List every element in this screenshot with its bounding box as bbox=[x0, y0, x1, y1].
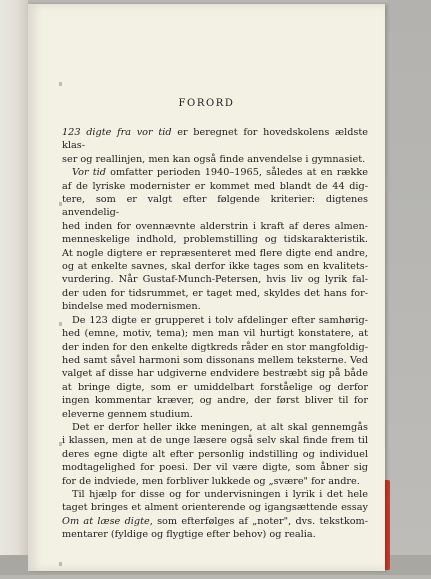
text-run: At nogle digtere er repræsenteret med flere digte end andre, bbox=[62, 247, 368, 259]
paragraph-3 bbox=[62, 314, 368, 421]
text-run: taget bringes et alment orienterende og igangsættende essay bbox=[62, 502, 368, 514]
backdrop-left bbox=[0, 0, 28, 575]
text-run: Det er derfor heller ikke meningen, at alt skal gennemgås bbox=[72, 421, 368, 433]
text-run: De 123 digte er grupperet i tolv afdelinger efter samhørig- bbox=[72, 314, 368, 326]
text-run: tere, som er valgt efter følgende kriterier: digtenes anvendelig- bbox=[62, 194, 368, 219]
text-line bbox=[62, 314, 368, 327]
text-run: vurdering. Når Gustaf-Munch-Petersen, hvis liv og lyrik fal- bbox=[62, 274, 368, 286]
text-run: hed inden for ovennævnte alderstrin i kraft af deres almen- bbox=[62, 220, 368, 232]
text-line bbox=[62, 153, 368, 166]
text-line bbox=[62, 220, 368, 233]
text-line bbox=[62, 233, 368, 246]
text-run: Til hjælp for disse og for undervisningen i lyrik i det hele bbox=[72, 488, 368, 500]
text-run: valget af disse har udgiverne endvidere bestræbt sig på både bbox=[62, 368, 368, 380]
italic-title: Om at læse digte bbox=[62, 515, 150, 527]
text-run: der inden for den enkelte digtkreds råder en stor mangfoldig- bbox=[62, 341, 368, 353]
text-line bbox=[62, 488, 368, 501]
text-line bbox=[62, 287, 368, 300]
text-run: , som efterfølges af „noter", dvs. tekstkom- bbox=[149, 515, 368, 527]
italic-title: Vor tid bbox=[72, 167, 106, 179]
text-line bbox=[62, 260, 368, 273]
text-run: eleverne gennem studium. bbox=[62, 408, 193, 420]
text-line bbox=[62, 327, 368, 340]
text-line bbox=[62, 501, 368, 514]
text-line bbox=[62, 408, 368, 421]
text-line bbox=[62, 434, 368, 447]
text-line bbox=[62, 367, 368, 380]
foreword-text bbox=[62, 126, 368, 542]
text-line bbox=[62, 448, 368, 461]
text-run: hed (emne, motiv, tema); men man vil hurtigt konstatere, at bbox=[62, 328, 368, 340]
text-run: at bringe digte, som er umiddelbart forståelige og derfor bbox=[62, 381, 368, 393]
paragraph-1 bbox=[62, 126, 368, 166]
text-run: og at enkelte savnes, skal derfor ikke tages som en kvalitets- bbox=[62, 261, 368, 273]
paragraph-4 bbox=[62, 421, 368, 488]
text-run: ser og reallinjen, men kan også finde anvendelse i gymnasiet. bbox=[62, 153, 366, 165]
text-line bbox=[62, 461, 368, 474]
page-heading: FORORD bbox=[178, 98, 235, 109]
text-line bbox=[62, 394, 368, 407]
text-run: er beregnet for hovedskolens ældste klas- bbox=[62, 127, 368, 152]
text-line bbox=[62, 273, 368, 286]
text-line bbox=[62, 247, 368, 260]
text-run: omfatter perioden 1940–1965, således at en række bbox=[105, 167, 368, 179]
text-line bbox=[62, 354, 368, 367]
paragraph-5 bbox=[62, 488, 368, 542]
text-run: ingen kommentar kræver, og andre, der først bliver til for bbox=[62, 395, 368, 407]
text-run: i klassen, men at de unge læsere også selv skal finde frem til bbox=[62, 435, 368, 447]
text-line bbox=[62, 515, 368, 528]
italic-title: 123 digte fra vor tid bbox=[62, 127, 172, 138]
backdrop-right bbox=[387, 0, 431, 575]
text-run: mentarer (fyldige og flygtige efter behov) og realia. bbox=[62, 529, 316, 541]
paragraph-2 bbox=[62, 166, 368, 313]
text-line bbox=[62, 421, 368, 434]
text-run: bindelse med modernismen. bbox=[62, 301, 201, 313]
text-line bbox=[62, 166, 368, 179]
text-run: af de lyriske modernister er kommet med blandt de 44 dig- bbox=[62, 180, 368, 192]
text-line bbox=[62, 381, 368, 394]
text-line bbox=[62, 528, 368, 541]
text-line bbox=[62, 300, 368, 313]
text-line bbox=[62, 193, 368, 220]
text-run: hed samt såvel harmoni som dissonans mellem teksterne. Ved bbox=[62, 354, 368, 366]
text-run: deres egne digte alt efter personlig indstilling og individuel bbox=[62, 448, 368, 460]
text-run: der uden for tidsrummet, er taget med, skyldes det hans for- bbox=[62, 287, 368, 299]
text-run: modtagelighed for poesi. Der vil være digte, som åbner sig bbox=[62, 462, 368, 474]
text-line bbox=[62, 126, 368, 153]
text-line bbox=[62, 475, 368, 488]
text-line bbox=[62, 341, 368, 354]
text-line bbox=[62, 180, 368, 193]
text-run: menneskelige indhold, problemstilling og tidskarakteristik. bbox=[62, 234, 368, 246]
text-run: for de indviede, men forbliver lukkede og „svære" for andre. bbox=[62, 475, 360, 487]
